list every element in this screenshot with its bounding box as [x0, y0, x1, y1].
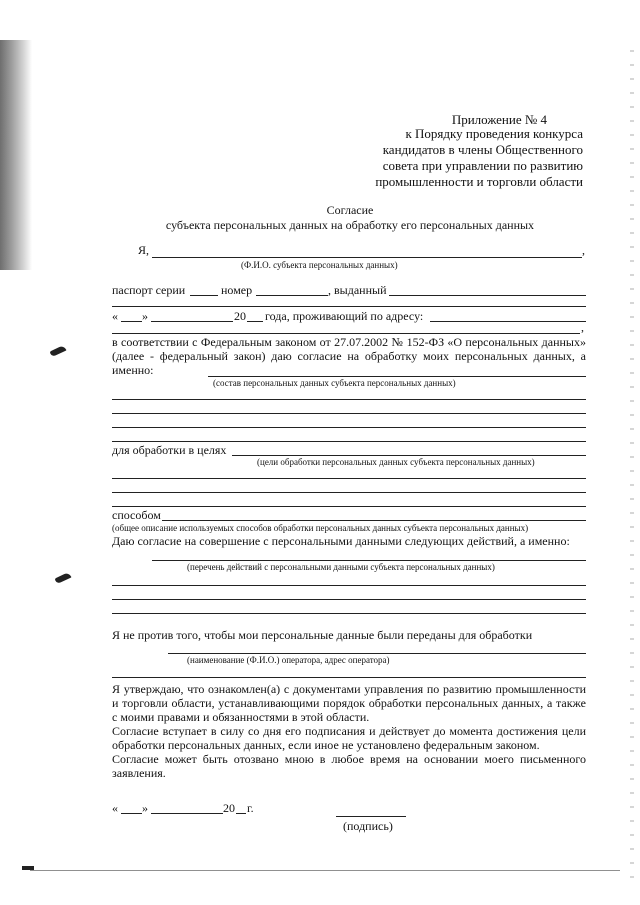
- blank-line: [112, 585, 586, 586]
- scan-mark: [49, 345, 66, 357]
- scan-shadow: [0, 40, 32, 270]
- series-line: [190, 295, 218, 296]
- address-line: [430, 321, 586, 322]
- comma: ,: [581, 320, 584, 334]
- header-line: к Порядку проведения конкурса: [405, 126, 583, 141]
- purpose-caption: (цели обработки персональных данных субъекта персональных данных): [257, 457, 535, 467]
- passport-series-label: паспорт серии: [112, 283, 186, 297]
- composition-caption: (состав персональных данных субъекта персональных данных): [213, 378, 456, 388]
- date-mid: »: [142, 801, 148, 815]
- effective-paragraph: Согласие вступает в силу со дня его подписания и действует до момента достижения цели обработки персональных данных, если иное не установлено федеральным законом.: [112, 724, 586, 752]
- date-open: «: [112, 801, 118, 815]
- year-line: [247, 321, 263, 322]
- header-line: Приложение № 4: [451, 112, 547, 127]
- actions-caption: (перечень действий с персональными данными субъекта персональных данных): [187, 562, 495, 572]
- ya-label: Я,: [138, 243, 150, 257]
- blank-line: [112, 413, 586, 414]
- date-open: «: [112, 309, 118, 323]
- revoke-paragraph: Согласие может быть отозвано мною в любое время на основании моего письменного заявления.: [112, 752, 586, 780]
- method-label: способом: [112, 508, 161, 522]
- year-line: [236, 813, 246, 814]
- signature-caption: (подпись): [343, 819, 393, 833]
- issued-label: , выданный: [328, 283, 387, 297]
- scan-mark: [54, 572, 71, 584]
- document-title: Согласие: [326, 203, 374, 217]
- scan-dots: [630, 50, 634, 880]
- month-line: [151, 321, 233, 322]
- bottom-edge: [30, 870, 620, 871]
- header-line: кандидатов в члены Общественного: [382, 142, 583, 157]
- law-paragraph: в соответствии с Федеральным законом от 27.07.2002 № 152-ФЗ «О персональных данных» (далее - федеральный закон) даю согласие на обработку моих персональных данных, а именно:: [112, 335, 586, 377]
- address-line-2: [112, 333, 580, 334]
- fio-line: [152, 257, 582, 258]
- composition-line: [208, 376, 586, 377]
- fio-caption: (Ф.И.О. субъекта персональных данных): [241, 260, 398, 270]
- comma: ,: [582, 243, 585, 257]
- confirm-paragraph: Я утверждаю, что ознакомлен(а) с документами управления по развитию промышленности и торговли области, устанавливающими порядок обработки персональных данных, а также с моими правами и обязанностями в этой области.: [112, 682, 586, 724]
- date-mid: »: [142, 309, 148, 323]
- purpose-label: для обработки в целях: [112, 443, 227, 457]
- blank-line: [112, 478, 586, 479]
- living-label: года, проживающий по адресу:: [265, 309, 424, 323]
- actions-paragraph: Даю согласие на совершение с персональными данными следующих действий, а именно:: [112, 534, 570, 548]
- number-line: [256, 295, 328, 296]
- sign-year-prefix: 20: [223, 801, 235, 815]
- actions-line: [152, 560, 586, 561]
- header-line: промышленности и торговли области: [375, 174, 583, 189]
- day-line: [121, 813, 142, 814]
- sign-year-suffix: г.: [247, 801, 254, 815]
- year-prefix: 20: [234, 309, 246, 323]
- blank-line: [112, 506, 586, 507]
- document-subtitle: субъекта персональных данных на обработку его персональных данных: [165, 218, 535, 232]
- operator-caption: (наименование (Ф.И.О.) оператора, адрес оператора): [187, 655, 390, 665]
- operator-line: [168, 653, 586, 654]
- signature-line: [336, 816, 406, 817]
- header-line: совета при управлении по развитию: [382, 158, 583, 173]
- blank-line: [112, 599, 586, 600]
- issued-line: [389, 295, 586, 296]
- method-line: [162, 520, 586, 521]
- issued-line-2: [112, 306, 586, 307]
- blank-line: [112, 399, 586, 400]
- blank-line: [112, 427, 586, 428]
- passport-number-label: номер: [221, 283, 253, 297]
- month-line: [151, 813, 223, 814]
- day-line: [121, 321, 142, 322]
- blank-line: [112, 492, 586, 493]
- method-caption: (общее описание используемых способов обработки персональных данных субъекта персональных данных): [112, 523, 529, 533]
- blank-line: [112, 677, 586, 678]
- blank-line: [112, 613, 586, 614]
- purpose-line: [232, 455, 586, 456]
- blank-line: [112, 441, 586, 442]
- transfer-paragraph: Я не против того, чтобы мои персональные данные были переданы для обработки: [112, 628, 533, 642]
